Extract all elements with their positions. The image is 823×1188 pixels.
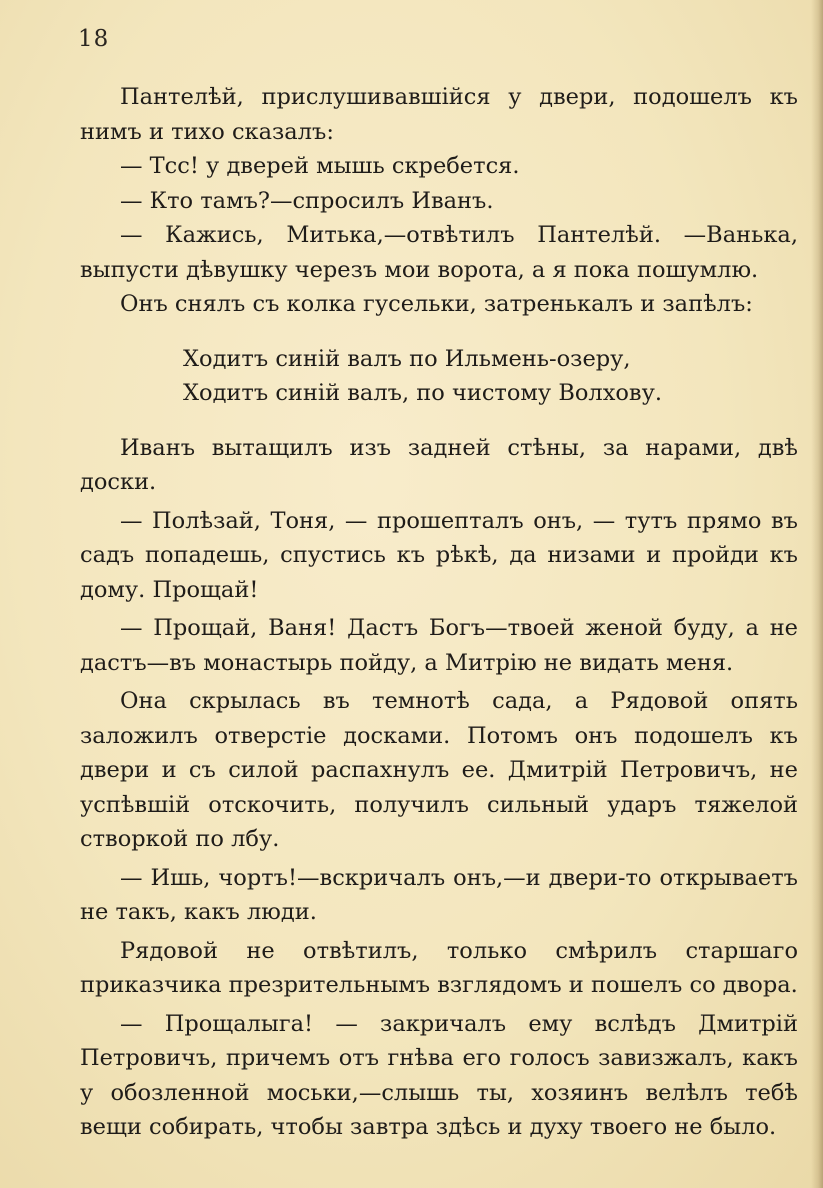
verse-line: Ходитъ синій валъ по Ильмень-озеру, — [183, 345, 631, 372]
page-number: 18 — [78, 26, 110, 52]
paragraph: Пантелѣй, прислушивавшійся у двери, подошелъ къ нимъ и тихо сказалъ: — [80, 84, 798, 145]
paragraph: — Полѣзай, Тоня, — прошепталъ онъ, — тутъ прямо въ садъ попадешь, спустись къ рѣкѣ, да низами и пройди къ дому. Прощай! — [80, 507, 798, 603]
page-text — [80, 80, 798, 1145]
paragraph: — Прощалыга! — закричалъ ему вслѣдъ Дмитрій Петровичъ, причемъ отъ гнѣва его голосъ завизжалъ, какъ у обозленной моськи,—слышь ты, хозяинъ велѣлъ тебѣ вещи собирать, чтобы завтра здѣсь и духу твоего не было. — [80, 1010, 798, 1140]
paragraph: — Кто тамъ?—спросилъ Иванъ. — [120, 187, 494, 214]
song-verse — [80, 342, 798, 411]
paragraph: Онъ снялъ съ колка гусельки, затренькалъ и запѣлъ: — [120, 291, 753, 317]
paragraph: Иванъ вытащилъ изъ задней стѣны, за нарами, двѣ доски. — [80, 434, 798, 495]
paragraph: — Прощай, Ваня! Дастъ Богъ—твоей женой буду, а не дастъ—въ монастырь пойду, а Митрію не видать меня. — [80, 615, 798, 676]
paragraph: Она скрылась въ темнотѣ сада, а Рядовой опять заложилъ отверстіе досками. Потомъ онъ подошелъ къ двери и съ силой распахнулъ ее. Дмитрій Петровичъ, не успѣвшій отскочить, получилъ сильный ударъ тяжелой створкой по лбу. — [80, 688, 798, 852]
paragraph: — Тсс! у дверей мышь скребется. — [120, 153, 520, 179]
paragraph: — Ишь, чортъ!—вскричалъ онъ,—и двери-то открываетъ не такъ, какъ люди. — [80, 864, 798, 925]
page-edge-shadow — [811, 0, 823, 1188]
paragraph: — Кажись, Митька,—отвѣтилъ Пантелѣй. —Ванька, выпусти дѣвушку черезъ мои ворота, а я пока пошумлю. — [80, 222, 798, 283]
verse-line: Ходитъ синій валъ, по чистому Волхову. — [183, 380, 662, 406]
paragraph: Рядовой не отвѣтилъ, только смѣрилъ старшаго приказчика презрительнымъ взглядомъ и пошелъ со двора. — [80, 937, 798, 998]
